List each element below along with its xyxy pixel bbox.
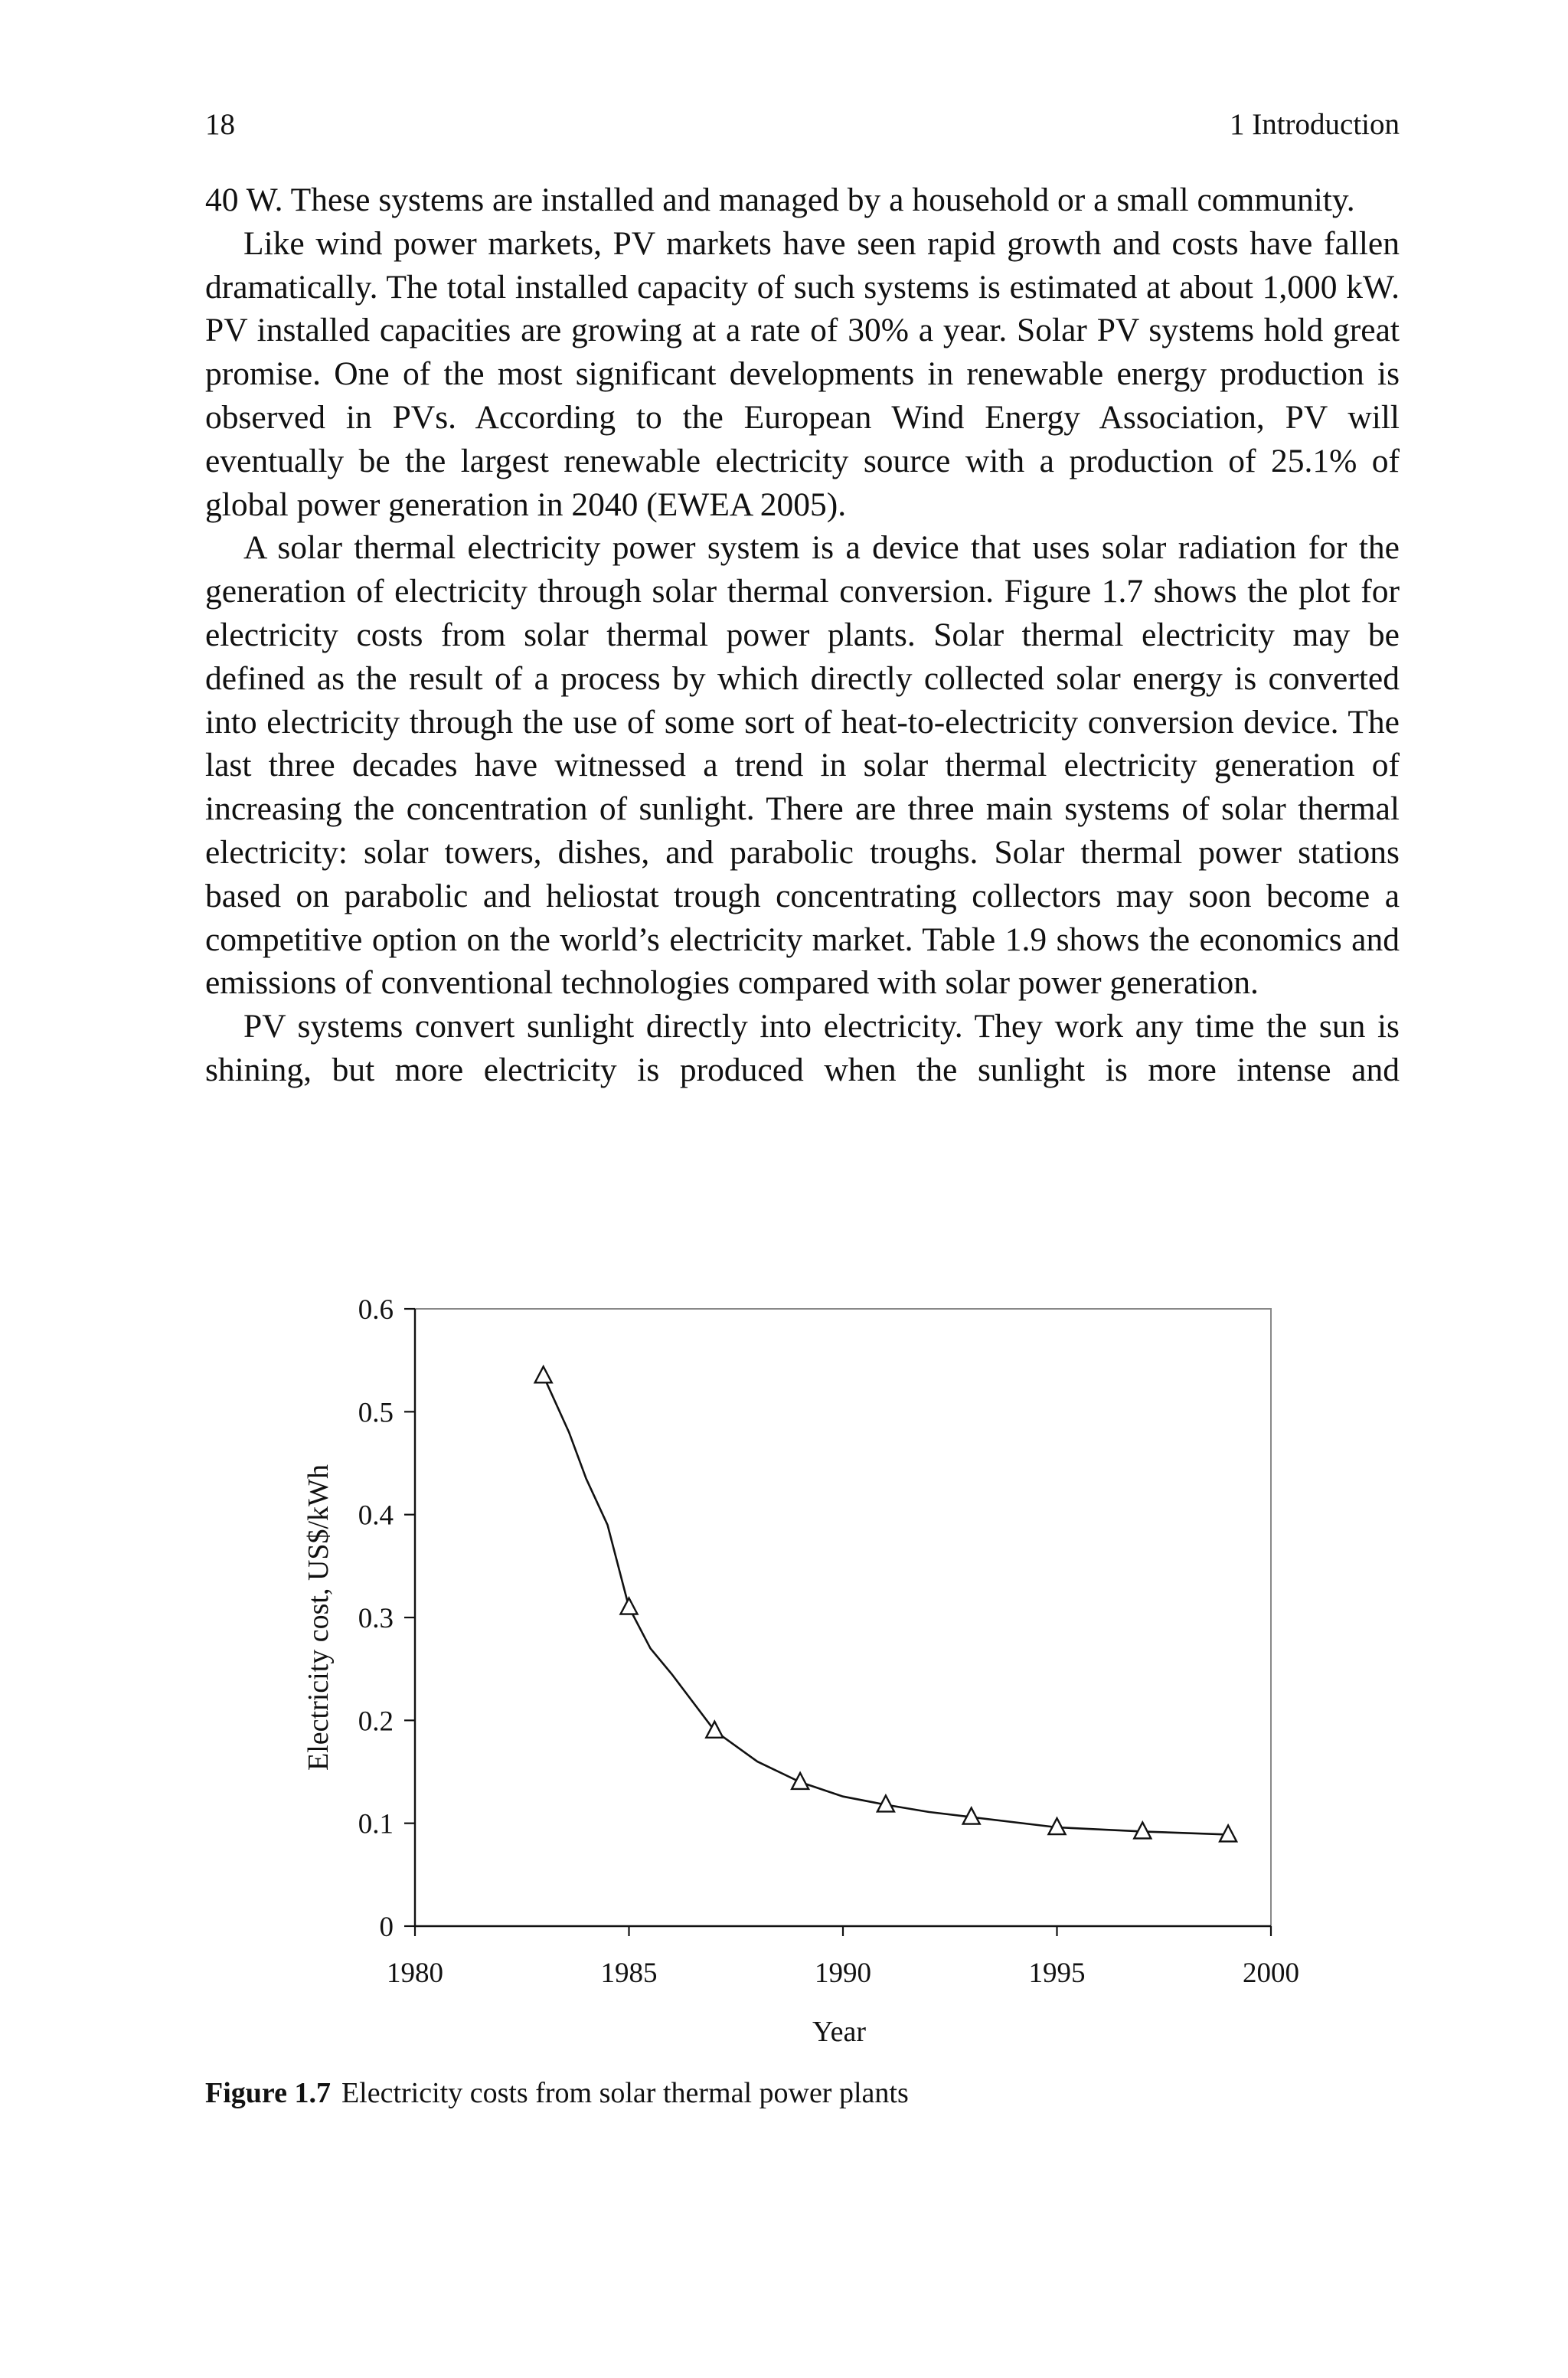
x-tick-label: 1985 bbox=[600, 1958, 658, 1989]
y-axis-ticks bbox=[358, 1294, 415, 1943]
figure-label: Figure 1.7 bbox=[205, 2077, 331, 2109]
data-point-markers bbox=[535, 1366, 1236, 1841]
figure-caption bbox=[205, 2074, 909, 2112]
y-axis-label: Electricity cost, US$/kWh bbox=[302, 1464, 335, 1771]
paragraph-3: A solar thermal electricity power system is a device that uses solar radiation for the generation of electricity through solar thermal conversion. Figure 1.7 shows the plot for electricity costs from solar thermal power plants. Solar thermal electricity may be defined as the result of a process by which directly collected solar energy is converted into electricity through the use of some sort of heat-to-electricity conversion device. The last three decades have witnessed a trend in solar thermal electricity generation of increasing the concentration of sunlight. There are three main systems of solar thermal electricity: solar towers, dishes, and parabolic troughs. Solar thermal power stations based on parabolic and heliostat trough concentrating collectors may soon become a competitive option on the world’s electricity market. Table 1.9 shows the economics and emissions of conventional technologies compared with solar power generation. bbox=[205, 529, 1400, 1002]
y-tick-label: 0.2 bbox=[358, 1706, 394, 1738]
y-tick-label: 0.5 bbox=[358, 1397, 394, 1429]
page-number: 18 bbox=[205, 108, 235, 141]
figure-caption-text: Electricity costs from solar thermal power plants bbox=[341, 2077, 909, 2109]
x-tick-label: 1990 bbox=[815, 1958, 871, 1989]
x-tick-label: 2000 bbox=[1243, 1958, 1299, 1989]
y-tick-label: 0.3 bbox=[358, 1603, 394, 1634]
paragraph-1: 40 W. These systems are installed and managed by a household or a small community. bbox=[205, 182, 1355, 218]
data-point-triangle bbox=[621, 1598, 638, 1614]
x-axis-label: Year bbox=[812, 2016, 867, 2048]
x-tick-label: 1995 bbox=[1028, 1958, 1086, 1989]
y-tick-label: 0.4 bbox=[358, 1500, 394, 1532]
x-tick-label: 1980 bbox=[387, 1958, 443, 1989]
y-tick-label: 0.1 bbox=[358, 1808, 394, 1840]
data-point-triangle bbox=[792, 1773, 808, 1789]
paragraph-2: Like wind power markets, PV markets have seen rapid growth and costs have fallen dramatically. The total installed capacity of such systems is estimated at about 1,000 kW. PV installed capacities are growing at a rate of 30% a year. Solar PV systems hold great promise. One of the most significant developments in renewable energy production is observed in PVs. According to the European Wind Energy Association, PV will eventually be the largest renewable electricity source with a production of 25.1% of global power generation in 2040 (EWEA 2005). bbox=[205, 224, 1400, 523]
chapter-title: 1 Introduction bbox=[1229, 108, 1400, 141]
y-tick-label: 0.6 bbox=[358, 1294, 394, 1326]
data-point-triangle bbox=[535, 1366, 552, 1382]
x-axis-ticks bbox=[387, 1926, 1299, 1989]
y-tick-label: 0 bbox=[379, 1912, 394, 1943]
cost-curve-line bbox=[544, 1375, 1228, 1834]
paragraph-4: PV systems convert sunlight directly into electricity. They work any time the sun is shining, but more electricity is produced when the sunlight is more intense and bbox=[205, 1008, 1400, 1088]
